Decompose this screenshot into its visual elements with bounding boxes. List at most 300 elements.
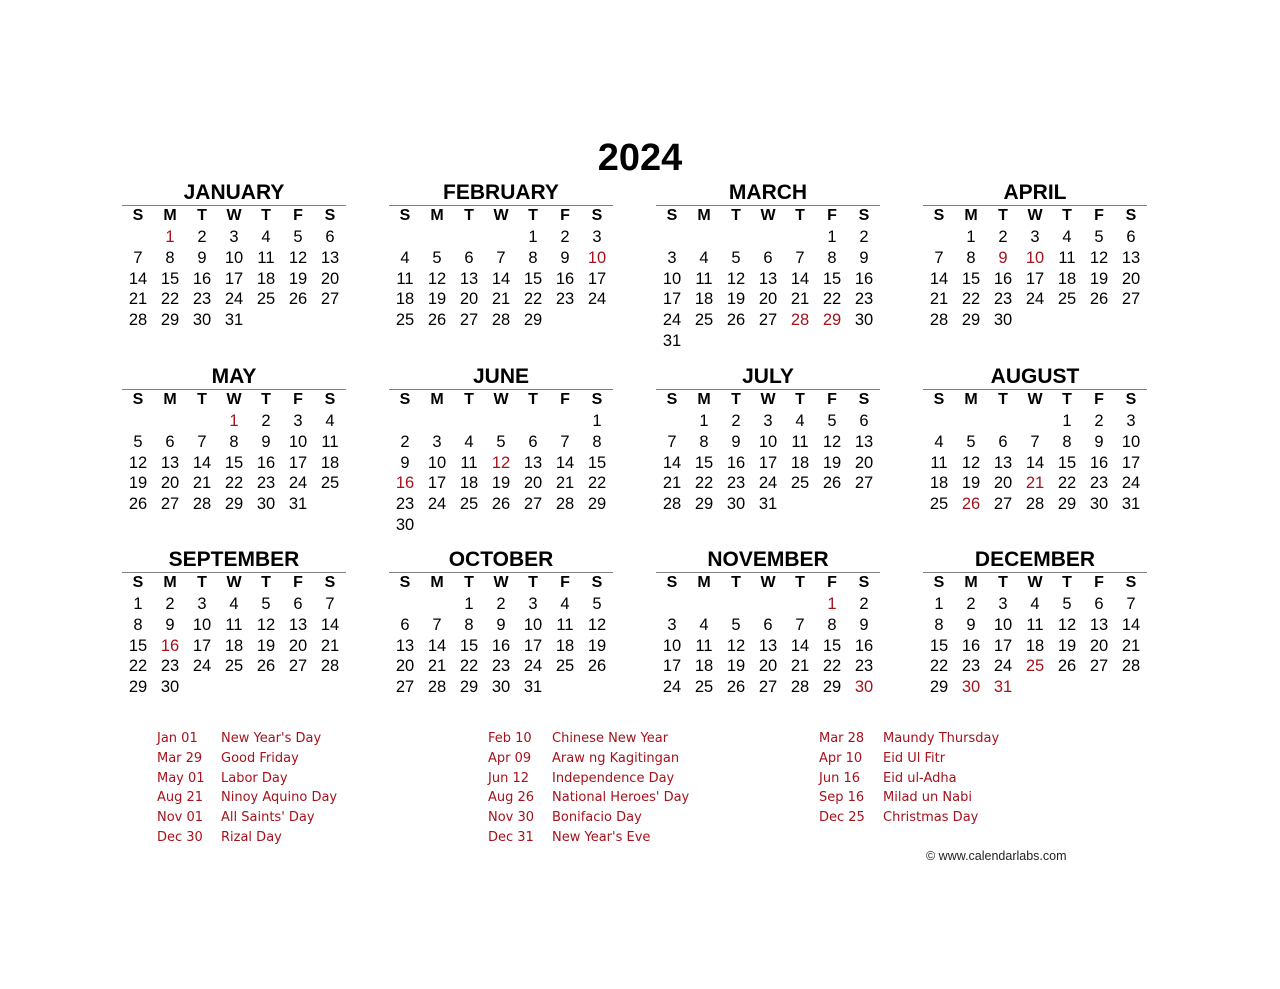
day-cell: 16 (1089, 453, 1109, 472)
weekday-label: F (560, 391, 570, 408)
day-cell: 5 (432, 248, 442, 267)
day-cell: 5 (133, 432, 143, 451)
month-name: AUGUST (990, 365, 1080, 388)
holiday-list-item (819, 808, 999, 828)
day-cell: 19 (1089, 269, 1109, 288)
day-cell: 2 (197, 228, 207, 246)
day-cell: 11 (695, 636, 713, 655)
day-cell: 14 (320, 615, 340, 634)
day-cell: 20 (320, 269, 340, 288)
weekday-label: T (731, 391, 741, 408)
day-cell: 26 (587, 657, 607, 676)
month-august (923, 365, 1147, 515)
weekday-label: F (293, 391, 303, 408)
day-cell: 12 (961, 453, 981, 472)
day-cell: 7 (934, 248, 944, 267)
day-cell: 28 (1121, 657, 1141, 676)
day-cell: 4 (934, 432, 944, 451)
day-cell: 7 (1126, 595, 1136, 613)
day-cell: 7 (667, 432, 677, 451)
empty-cell (955, 411, 987, 432)
day-cell: 30 (726, 495, 746, 514)
day-cell: 19 (256, 636, 276, 655)
month-name: SEPTEMBER (168, 548, 300, 571)
day-cell: 5 (966, 432, 976, 451)
day-cell: 30 (491, 678, 511, 697)
day-cell: 11 (460, 453, 478, 472)
day-cell: 21 (128, 290, 148, 309)
day-cell: 22 (822, 290, 842, 309)
day-cell: 29 (587, 495, 607, 514)
empty-cell (987, 411, 1019, 432)
day-cell: 19 (288, 269, 308, 288)
weekday-label: T (998, 574, 1008, 591)
day-cell: 13 (1121, 248, 1141, 267)
weekday-label: T (1062, 574, 1072, 591)
month-name: JUNE (472, 365, 530, 388)
holiday-list-item (488, 828, 689, 848)
weekday-label: S (858, 207, 870, 224)
day-cell: 30 (256, 495, 276, 514)
day-cell: 18 (694, 657, 714, 676)
day-cell: 25 (694, 311, 714, 330)
day-cell: 23 (1089, 474, 1109, 493)
holiday-name: Ninoy Aquino Day (221, 790, 338, 806)
month-march (656, 181, 880, 352)
holiday-day-cell: 10 (587, 248, 607, 267)
month-name: MAY (211, 365, 257, 388)
day-cell: 21 (555, 474, 575, 493)
day-cell: 23 (160, 657, 180, 676)
weekday-label: W (1027, 574, 1043, 591)
weekday-label: T (464, 391, 474, 408)
day-cell: 27 (160, 495, 180, 514)
month-december (923, 548, 1147, 698)
holiday-list-item (488, 808, 689, 828)
day-cell: 29 (929, 678, 949, 697)
day-cell: 5 (293, 228, 303, 246)
day-cell: 30 (192, 311, 212, 330)
day-cell: 25 (694, 678, 714, 697)
day-cell: 1 (1062, 412, 1072, 430)
day-cell: 24 (1025, 290, 1045, 309)
holiday-list-item (488, 769, 689, 789)
day-cell: 6 (400, 615, 410, 634)
day-cell: 18 (320, 453, 340, 472)
weekday-label: T (528, 207, 538, 224)
day-cell: 8 (464, 615, 474, 634)
day-cell: 27 (758, 678, 778, 697)
empty-cell (389, 227, 421, 248)
empty-cell (389, 411, 421, 432)
day-cell: 27 (320, 290, 340, 309)
holiday-list-item (819, 769, 999, 789)
weekday-label: T (795, 391, 805, 408)
day-cell: 20 (993, 474, 1013, 493)
day-cell: 31 (758, 495, 778, 514)
day-cell: 18 (1057, 269, 1077, 288)
day-cell: 3 (1126, 412, 1136, 430)
day-cell: 1 (699, 412, 709, 430)
holiday-date: Sep 16 (819, 790, 865, 806)
day-cell: 20 (523, 474, 543, 493)
day-cell: 18 (224, 636, 244, 655)
day-cell: 25 (224, 657, 244, 676)
day-grid (923, 411, 1147, 515)
day-cell: 23 (961, 657, 981, 676)
weekday-label: T (1062, 207, 1072, 224)
holiday-date: Dec 25 (819, 810, 865, 826)
day-cell: 3 (197, 595, 207, 613)
holiday-list-item (819, 749, 999, 769)
weekday-header (389, 389, 613, 410)
day-cell: 17 (1025, 269, 1045, 288)
day-cell: 20 (854, 453, 874, 472)
weekday-label: S (1125, 207, 1137, 224)
day-cell: 5 (731, 615, 741, 634)
day-cell: 9 (731, 432, 741, 451)
day-cell: 6 (464, 248, 474, 267)
day-cell: 13 (993, 453, 1013, 472)
day-grid (656, 594, 880, 698)
day-cell: 18 (395, 290, 415, 309)
holiday-day-cell: 1 (827, 595, 837, 613)
day-cell: 20 (288, 636, 308, 655)
day-cell: 22 (822, 657, 842, 676)
day-cell: 7 (197, 432, 207, 451)
day-grid (389, 411, 613, 536)
day-cell: 18 (555, 636, 575, 655)
day-cell: 12 (726, 636, 746, 655)
weekday-label: S (858, 391, 870, 408)
day-cell: 15 (160, 269, 180, 288)
empty-cell (656, 227, 688, 248)
weekday-label: M (430, 574, 444, 591)
day-cell: 11 (1058, 248, 1076, 267)
day-cell: 6 (859, 412, 869, 430)
day-cell: 13 (288, 615, 308, 634)
day-cell: 4 (795, 412, 805, 430)
weekday-label: M (163, 207, 177, 224)
day-cell: 3 (667, 248, 677, 267)
day-cell: 15 (128, 636, 148, 655)
day-cell: 3 (763, 412, 773, 430)
weekday-label: W (1027, 207, 1043, 224)
day-cell: 26 (726, 678, 746, 697)
day-cell: 31 (288, 495, 308, 514)
day-cell: 2 (496, 595, 506, 613)
weekday-label: F (1094, 391, 1104, 408)
empty-cell (784, 594, 816, 615)
holiday-name: Araw ng Kagitingan (552, 750, 680, 766)
day-cell: 1 (528, 228, 538, 246)
day-cell: 9 (560, 248, 570, 267)
holiday-list-item (157, 828, 337, 848)
weekday-label: W (760, 207, 776, 224)
holiday-day-cell: 1 (165, 228, 175, 246)
day-cell: 30 (993, 311, 1013, 330)
day-cell: 16 (192, 269, 212, 288)
day-cell: 4 (261, 228, 271, 246)
weekday-label: S (591, 574, 603, 591)
empty-cell (421, 594, 453, 615)
day-cell: 10 (523, 615, 543, 634)
day-cell: 26 (1057, 657, 1077, 676)
day-cell: 10 (758, 432, 778, 451)
day-cell: 25 (790, 474, 810, 493)
day-cell: 29 (961, 311, 981, 330)
day-cell: 9 (859, 615, 869, 634)
day-cell: 6 (998, 432, 1008, 451)
day-cell: 19 (427, 290, 447, 309)
day-cell: 24 (758, 474, 778, 493)
day-cell: 13 (758, 636, 778, 655)
weekday-label: T (197, 207, 207, 224)
day-cell: 12 (427, 269, 447, 288)
month-october (389, 548, 613, 698)
day-cell: 10 (192, 615, 212, 634)
day-cell: 21 (929, 290, 949, 309)
day-cell: 14 (1025, 453, 1045, 472)
day-cell: 7 (1030, 432, 1040, 451)
day-cell: 4 (325, 412, 335, 430)
day-cell: 12 (256, 615, 276, 634)
calendar-year-title: 2024 (597, 137, 683, 179)
day-cell: 13 (160, 453, 180, 472)
empty-cell (752, 594, 784, 615)
day-cell: 22 (961, 290, 981, 309)
weekday-label: W (760, 391, 776, 408)
day-cell: 5 (496, 432, 506, 451)
day-cell: 17 (587, 269, 607, 288)
day-cell: 26 (427, 311, 447, 330)
day-cell: 12 (1089, 248, 1109, 267)
day-cell: 17 (1121, 453, 1141, 472)
empty-cell (549, 411, 581, 432)
weekday-label: S (933, 391, 945, 408)
weekday-label: M (964, 207, 978, 224)
day-cell: 10 (662, 636, 682, 655)
day-cell: 6 (1126, 228, 1136, 246)
day-cell: 8 (966, 248, 976, 267)
day-cell: 2 (859, 595, 869, 613)
holiday-day-cell: 30 (961, 678, 981, 697)
day-cell: 22 (160, 290, 180, 309)
day-cell: 14 (192, 453, 212, 472)
weekday-label: F (1094, 207, 1104, 224)
empty-cell (154, 411, 186, 432)
day-cell: 25 (1057, 290, 1077, 309)
holiday-list-item (157, 769, 337, 789)
day-cell: 23 (854, 657, 874, 676)
day-cell: 4 (699, 615, 709, 634)
holiday-name: Independence Day (552, 770, 675, 786)
month-name: JULY (742, 365, 794, 388)
weekday-label: M (697, 574, 711, 591)
holiday-list-column-1 (157, 729, 337, 848)
day-cell: 22 (224, 474, 244, 493)
day-cell: 8 (165, 248, 175, 267)
day-cell: 14 (790, 636, 810, 655)
weekday-label: S (591, 207, 603, 224)
day-cell: 9 (197, 248, 207, 267)
empty-cell (485, 227, 517, 248)
weekday-label: S (324, 574, 336, 591)
day-cell: 17 (662, 290, 682, 309)
day-cell: 9 (400, 453, 410, 472)
month-june (389, 365, 613, 536)
day-cell: 28 (491, 311, 511, 330)
month-name: OCTOBER (448, 548, 554, 571)
holiday-name: New Year's Day (221, 731, 322, 746)
day-cell: 22 (587, 474, 607, 493)
day-cell: 18 (694, 290, 714, 309)
day-cell: 28 (192, 495, 212, 514)
weekday-label: T (197, 391, 207, 408)
day-cell: 17 (192, 636, 212, 655)
weekday-label: T (795, 574, 805, 591)
holiday-name: Milad un Nabi (883, 790, 972, 806)
day-cell: 23 (395, 495, 415, 514)
day-cell: 21 (320, 636, 340, 655)
weekday-label: F (560, 574, 570, 591)
day-cell: 27 (854, 474, 874, 493)
weekday-label: F (293, 207, 303, 224)
empty-cell (720, 227, 752, 248)
day-cell: 12 (726, 269, 746, 288)
day-cell: 24 (288, 474, 308, 493)
weekday-label: S (399, 207, 411, 224)
day-cell: 2 (165, 595, 175, 613)
day-cell: 20 (459, 290, 479, 309)
day-grid (122, 411, 346, 515)
day-cell: 8 (528, 248, 538, 267)
day-cell: 23 (256, 474, 276, 493)
day-cell: 9 (1094, 432, 1104, 451)
day-cell: 11 (321, 432, 339, 451)
month-name: JANUARY (183, 181, 285, 204)
holiday-date: May 01 (157, 770, 205, 786)
month-name: DECEMBER (974, 548, 1096, 571)
holiday-name: National Heroes' Day (552, 790, 690, 806)
day-cell: 3 (229, 228, 239, 246)
empty-cell (720, 594, 752, 615)
holiday-day-cell: 12 (491, 453, 511, 472)
day-cell: 26 (288, 290, 308, 309)
day-cell: 16 (555, 269, 575, 288)
weekday-label: S (666, 391, 678, 408)
day-cell: 11 (791, 432, 809, 451)
day-cell: 26 (128, 495, 148, 514)
day-cell: 8 (1062, 432, 1072, 451)
day-cell: 4 (400, 248, 410, 267)
weekday-label: S (666, 207, 678, 224)
weekday-label: S (1125, 391, 1137, 408)
day-cell: 3 (667, 615, 677, 634)
weekday-header (923, 389, 1147, 410)
weekday-label: S (324, 391, 336, 408)
weekday-label: S (933, 574, 945, 591)
holiday-day-cell: 31 (993, 678, 1013, 697)
day-cell: 27 (459, 311, 479, 330)
day-cell: 7 (325, 595, 335, 613)
empty-cell (923, 227, 955, 248)
weekday-label: T (197, 574, 207, 591)
day-cell: 28 (662, 495, 682, 514)
holiday-list-item (157, 749, 337, 769)
weekday-label: T (528, 391, 538, 408)
empty-cell (688, 594, 720, 615)
month-july (656, 365, 880, 515)
day-cell: 30 (160, 678, 180, 697)
day-cell: 5 (261, 595, 271, 613)
holiday-name: Good Friday (221, 750, 299, 766)
day-cell: 13 (523, 453, 543, 472)
day-cell: 19 (128, 474, 148, 493)
empty-cell (752, 227, 784, 248)
day-cell: 1 (827, 228, 837, 246)
day-cell: 6 (1094, 595, 1104, 613)
day-cell: 19 (726, 657, 746, 676)
day-cell: 29 (822, 678, 842, 697)
holiday-name: Christmas Day (883, 810, 979, 826)
day-cell: 15 (459, 636, 479, 655)
holiday-name: Rizal Day (221, 829, 282, 845)
holiday-date: Jun 16 (819, 770, 860, 786)
day-cell: 24 (993, 657, 1013, 676)
day-cell: 27 (288, 657, 308, 676)
weekday-label: F (1094, 574, 1104, 591)
day-cell: 30 (395, 515, 415, 534)
weekday-label: T (1062, 391, 1072, 408)
day-cell: 13 (459, 269, 479, 288)
day-cell: 26 (491, 495, 511, 514)
weekday-label: S (858, 574, 870, 591)
day-cell: 10 (224, 248, 244, 267)
weekday-label: M (430, 207, 444, 224)
weekday-label: T (464, 207, 474, 224)
day-cell: 26 (1089, 290, 1109, 309)
empty-cell (186, 411, 218, 432)
weekday-label: T (731, 207, 741, 224)
day-cell: 10 (993, 615, 1013, 634)
weekday-label: T (464, 574, 474, 591)
day-cell: 31 (662, 331, 682, 350)
day-cell: 12 (1057, 615, 1077, 634)
day-cell: 25 (395, 311, 415, 330)
day-cell: 22 (523, 290, 543, 309)
holiday-name: New Year's Eve (552, 829, 651, 845)
month-november (656, 548, 880, 698)
holiday-list-item (157, 808, 337, 828)
holiday-day-cell: 29 (822, 311, 842, 330)
day-cell: 20 (1121, 269, 1141, 288)
weekday-label: W (1027, 391, 1043, 408)
day-cell: 16 (961, 636, 981, 655)
day-cell: 25 (555, 657, 575, 676)
weekday-header (656, 572, 880, 593)
month-name: NOVEMBER (707, 548, 829, 571)
weekday-label: T (731, 574, 741, 591)
day-cell: 14 (1121, 615, 1141, 634)
weekday-label: M (964, 391, 978, 408)
day-cell: 7 (795, 615, 805, 634)
day-cell: 21 (192, 474, 212, 493)
day-cell: 29 (523, 311, 543, 330)
day-cell: 3 (1030, 228, 1040, 246)
weekday-label: S (399, 574, 411, 591)
empty-cell (122, 411, 154, 432)
